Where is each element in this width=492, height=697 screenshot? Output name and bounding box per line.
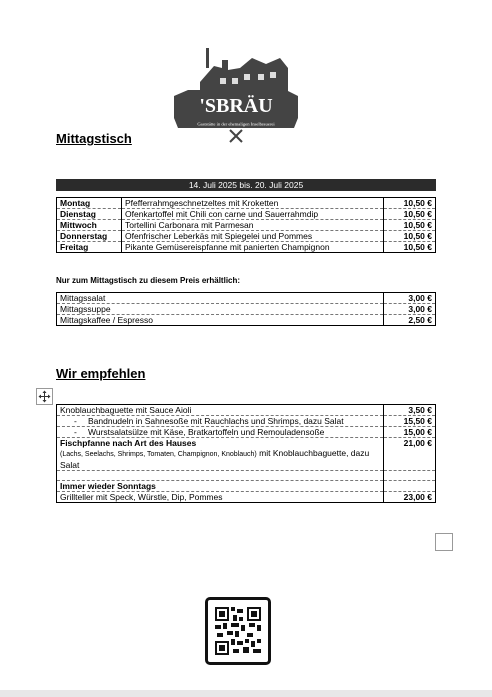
table-row xyxy=(57,416,436,427)
day-label: Dienstag xyxy=(57,209,122,220)
resize-handle-icon[interactable] xyxy=(435,533,453,551)
table-row xyxy=(57,209,436,220)
table-row xyxy=(57,220,436,231)
dish-name: Ofenfrischer Leberkäs mit Spiegelei und Pommes xyxy=(122,231,384,242)
dish-name: Tortellini Carbonara mit Parmesan xyxy=(122,220,384,231)
recommend-item xyxy=(57,416,384,427)
table-row xyxy=(57,405,436,416)
extras-note: Nur zum Mittagstisch zu diesem Preis erhältlich: xyxy=(56,276,241,285)
table-row xyxy=(57,198,436,209)
sub-item-text: Wurstsalatsülze mit Käse, Bratkartoffeln und Remouladensoße xyxy=(88,427,325,437)
table-row xyxy=(57,315,436,326)
empty-cell xyxy=(57,471,384,481)
recommend-price: 15,50 € xyxy=(384,416,436,427)
dish-name: Pfefferrahmgeschnetzeltes mit Kroketten xyxy=(122,198,384,209)
sbraeu-logo xyxy=(170,38,302,144)
recommend-price: 21,00 € xyxy=(384,438,436,471)
extra-price: 3,00 € xyxy=(384,293,436,304)
dish-name: Pikante Gemüsereispfanne mit panierten Champignon xyxy=(122,242,384,253)
dish-price: 10,50 € xyxy=(384,231,436,242)
item-title: Fischpfanne nach Art des Hauses xyxy=(60,438,197,448)
table-row xyxy=(57,427,436,438)
extras-table xyxy=(56,292,436,326)
recommend-item xyxy=(57,427,384,438)
table-row xyxy=(57,481,436,492)
table-row xyxy=(57,231,436,242)
table-row xyxy=(57,438,436,471)
table-row xyxy=(57,471,436,481)
sub-item-text: Bandnudeln in Sahnesoße mit Rauchlachs und Shrimps, dazu Salat xyxy=(88,416,344,426)
recommend-item xyxy=(57,438,384,471)
day-label: Donnerstag xyxy=(57,231,122,242)
recommend-table xyxy=(56,404,436,503)
recommend-price: 23,00 € xyxy=(403,492,432,502)
lunch-day-table xyxy=(56,197,436,253)
dish-price: 10,50 € xyxy=(403,242,432,252)
recommend-heading: Wir empfehlen xyxy=(56,366,146,381)
item-title: Immer wieder Sonntags xyxy=(57,481,384,492)
empty-cell xyxy=(384,481,436,492)
empty-cell xyxy=(384,471,436,481)
extra-price: 2,50 € xyxy=(408,315,432,325)
item-rest: mit Knoblauchbaguette, dazu Salat xyxy=(60,448,370,470)
dish-price: 10,50 € xyxy=(384,209,436,220)
day-label: Freitag xyxy=(57,242,122,253)
recommend-item: Grillteller mit Speck, Würstle, Dip, Pommes xyxy=(57,492,384,503)
item-detail: (Lachs, Seelachs, Shrimps, Tomaten, Champignon, Knoblauch) xyxy=(60,451,257,458)
extra-price: 3,00 € xyxy=(384,304,436,315)
recommend-price: 15,00 € xyxy=(384,427,436,438)
extra-item: Mittagssuppe xyxy=(57,304,384,315)
table-row xyxy=(57,242,436,253)
svg-text:'SBRÄU: 'SBRÄU xyxy=(199,95,273,117)
svg-text:Gaststätte in der ehemaligen I: Gaststätte in der ehemaligen Inselbrauerei xyxy=(197,121,275,127)
dish-price: 10,50 € xyxy=(384,198,436,209)
day-label: Mittwoch xyxy=(57,220,122,231)
list-dash: - xyxy=(74,416,77,426)
list-dash: - xyxy=(74,427,77,437)
extra-item: Mittagssalat xyxy=(57,293,384,304)
dish-price: 10,50 € xyxy=(384,220,436,231)
recommend-item: Knoblauchbaguette mit Sauce Aioli xyxy=(57,405,384,416)
day-label: Montag xyxy=(57,198,122,209)
table-row xyxy=(57,293,436,304)
qr-code-icon xyxy=(205,597,271,665)
move-handle-icon[interactable] xyxy=(36,388,53,405)
date-range-bar: 14. Juli 2025 bis. 20. Juli 2025 xyxy=(56,179,436,191)
dish-name: Ofenkartoffel mit Chili con carne und Sauerrahmdip xyxy=(122,209,384,220)
recommend-price: 3,50 € xyxy=(384,405,436,416)
lunch-heading: Mittagstisch xyxy=(56,131,132,146)
table-row xyxy=(57,492,436,503)
table-row xyxy=(57,304,436,315)
extra-item: Mittagskaffee / Espresso xyxy=(57,315,384,326)
